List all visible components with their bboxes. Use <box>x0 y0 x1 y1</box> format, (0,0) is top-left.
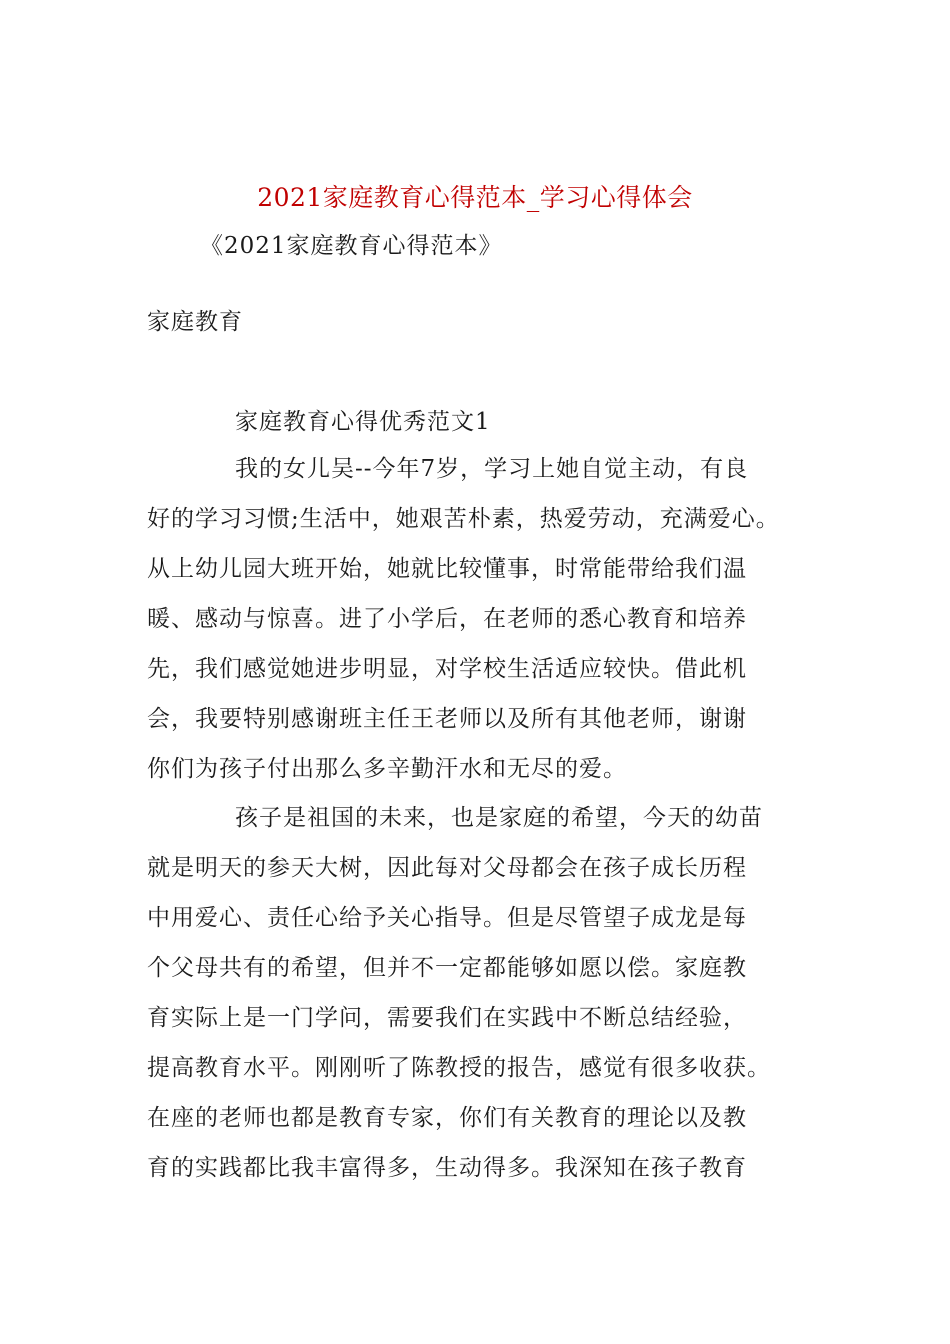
text-line: 你们为孩子付出那么多辛勤汗水和无尽的爱。 <box>147 756 627 782</box>
text-line: 孩子是祖国的未来，也是家庭的希望，今天的幼苗 <box>235 805 763 831</box>
text-line: 育实际上是一门学问，需要我们在实践中不断总结经验， <box>147 1005 747 1031</box>
text-line: 暖、感动与惊喜。进了小学后，在老师的悉心教育和培养 <box>147 606 747 632</box>
category-label: 家庭教育 <box>147 309 243 335</box>
text-line: 好的学习习惯;生活中，她艰苦朴素，热爱劳动，充满爱心。 <box>147 506 780 532</box>
text-line: 个父母共有的希望，但并不一定都能够如愿以偿。家庭教 <box>147 955 747 981</box>
text-line: 中用爱心、责任心给予关心指导。但是尽管望子成龙是每 <box>147 905 747 931</box>
text-line: 先，我们感觉她进步明显，对学校生活适应较快。借此机 <box>147 656 747 682</box>
section-heading: 家庭教育心得优秀范文1 <box>235 409 491 435</box>
paragraph-2 <box>147 803 771 1203</box>
text-line: 会，我要特别感谢班主任王老师以及所有其他老师，谢谢 <box>147 706 747 732</box>
text-line: 提高教育水平。刚刚听了陈教授的报告，感觉有很多收获。 <box>147 1055 771 1081</box>
text-line: 从上幼儿园大班开始，她就比较懂事，时常能带给我们温 <box>147 556 747 582</box>
document-title: 2021家庭教育心得范本_学习心得体会 <box>257 183 693 212</box>
text-line: 育的实践都比我丰富得多，生动得多。我深知在孩子教育 <box>147 1155 747 1181</box>
text-line: 就是明天的参天大树，因此每对父母都会在孩子成长历程 <box>147 855 747 881</box>
text-line: 在座的老师也都是教育专家，你们有关教育的理论以及教 <box>147 1105 747 1131</box>
book-title: 《2021家庭教育心得范本》 <box>200 233 503 259</box>
text-line: 我的女儿吴--今年7岁，学习上她自觉主动，有良 <box>235 456 749 482</box>
paragraph-1 <box>147 454 780 804</box>
